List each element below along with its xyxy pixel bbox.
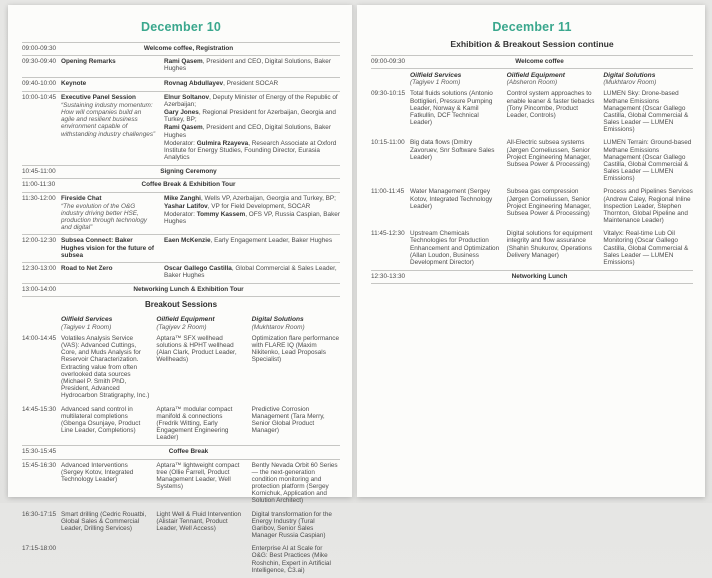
breakout-row — [371, 88, 693, 137]
session-topic-title: Opening Remarks — [61, 58, 116, 66]
speaker-name: Rami Qasem — [164, 124, 203, 132]
session-topic — [61, 58, 156, 65]
schedule-band-row — [371, 55, 693, 69]
breakout-row — [22, 509, 340, 544]
speaker-entry — [164, 94, 340, 108]
breakout-cell: Light Well & Fluid Intervention (Alistair Tennant, Product Leader, Well Access) — [156, 510, 242, 532]
page-content — [357, 5, 705, 284]
speaker-entry — [164, 237, 340, 244]
session-topic-title: Executive Panel Session — [61, 93, 136, 101]
speaker-entry — [164, 195, 340, 202]
session-topic — [61, 80, 156, 87]
band-label: Coffee Break & Exhibition Tour — [141, 181, 236, 189]
schedule-band-row — [371, 270, 693, 284]
session-topic-quote: “Sustaining industry momentum: How will companies build an agile and resilient business environment capable of withstanding industry challenges” — [61, 101, 156, 138]
breakout-row — [22, 404, 340, 446]
session-row — [22, 234, 340, 262]
speaker-name: Gulmira Rzayeva — [196, 139, 249, 147]
column-header-row — [22, 313, 340, 333]
speaker-entry — [164, 211, 340, 225]
session-speakers — [164, 195, 340, 227]
breakout-row — [22, 460, 340, 509]
session-topic-title: Road to Net Zero — [61, 264, 113, 272]
breakout-cell: Advanced Interventions (Sergey Kotov, Integrated Technology Leader) — [61, 461, 134, 483]
session-topic — [61, 195, 156, 232]
time-label: 15:30-15:45 — [22, 448, 57, 456]
time-label: 17:15-18:00 — [22, 545, 57, 553]
speaker-name: Yashar Latifov — [164, 202, 208, 210]
breakout-cell: Digital solutions for equipment integrity and flow assurance (Shahin Shukurov, Operations Delivery Manager) — [506, 230, 593, 259]
breakout-row — [22, 543, 340, 578]
page-title: December 10 — [140, 20, 222, 34]
breakout-row — [371, 228, 693, 270]
speaker-name: Oscar Gallego Castilla — [164, 264, 232, 272]
breakout-cell: Bently Nevada Orbit 60 Series — the next-generation condition monitoring and protection platform (Sergey Kornichuk, Application and Solution Architect) — [251, 461, 338, 505]
breakout-cell: Digital transformation for the Energy Industry (Tural Garibov, Senior Sales Manager Russia Caspian) — [251, 510, 332, 540]
speaker-name: Rovnag Abdullayev — [164, 79, 224, 87]
session-speakers — [164, 58, 340, 73]
speaker-role: , Global Commercial & Sales Leader, Baker Hughes — [164, 264, 337, 280]
speaker-role: , Regional President for Azerbaijan, Georgia and Turkey, BP; — [164, 109, 336, 124]
speaker-entry — [164, 265, 340, 279]
speaker-role: , Research Associate at Oxford Institute for Energy Studies, Founding Director, Eurasia Analytics — [164, 139, 337, 162]
speaker-role: , OFS VP, Russia Caspian, Baker Hughes — [164, 210, 340, 226]
breakout-cell: Optimization flare performance with FLARE IQ (Maxim Nikitenko, Lead Proposals Specialist) — [251, 334, 340, 364]
time-label: 09:00-09:30 — [22, 45, 57, 52]
time-label: 12:00-12:30 — [22, 237, 57, 245]
session-topic-title: Keynote — [61, 79, 87, 87]
speaker-role: , President SOCAR — [223, 79, 279, 87]
speaker-name: Eaen McKenzie — [164, 237, 211, 245]
breakout-cell: Aptara™ lightweight compact tree (Ollie Farrell, Product Management Leader, Well Systems) — [156, 461, 240, 491]
breakout-cell: Predictive Corrosion Management (Tara Merry, Senior Global Product Manager) — [251, 405, 325, 435]
session-speakers — [164, 80, 340, 88]
breakout-cell: Aptara™ SFX wellhead solutions & HPHT wellhead (Alan Clark, Product Leader, Wellheads) — [156, 334, 237, 364]
session-row — [22, 56, 340, 76]
breakout-cell: Volatiles Analysis Service (VAS): Advanced Cuttings, Core, and Muds Analysis for Reservoir Characterization. Extracting value from often overlooked data sources (Michael P. Smith PhD, President, Advanced Hydrocarbon Stratigraphy, Inc.) — [61, 334, 150, 400]
breakout-cell: Big data flows (Dmitry Zavoruev, Snr Software Sales Leader) — [410, 139, 495, 161]
breakout-row — [371, 137, 693, 186]
breakout-row — [22, 333, 340, 404]
session-speakers — [164, 265, 340, 280]
agenda-page-december-10 — [8, 5, 352, 574]
speaker-name: Gary Jones — [164, 109, 199, 117]
breakout-cell: Advanced sand control in multilateral completions (Gbenga Osunjaye, Product Line Leader, Completions) — [61, 405, 141, 435]
column-name: Oilfield Equipment — [506, 71, 565, 79]
column-name: Oilfield Services — [61, 316, 113, 324]
column-room: (Mukhtarov Room) — [603, 79, 657, 87]
schedule-band-row — [22, 445, 340, 459]
time-label: 15:45-16:30 — [22, 461, 57, 469]
time-label: 11:00-11:30 — [22, 181, 56, 189]
breakout-cell: Control system approaches to enable leaner & faster tiebacks (Tony Pincombe, Product Leader, Controls) — [506, 90, 595, 119]
breakout-cell: Upstream Chemicals Technologies for Production Enhancement and Optimization (Allan Loudon, Business Development Director) — [410, 230, 500, 266]
band-label: Welcome coffee, Registration — [143, 45, 234, 52]
speaker-role: , VP for Field Development, SOCAR — [207, 202, 311, 210]
column-header — [156, 316, 244, 331]
column-name: Digital Solutions — [603, 71, 656, 79]
breakout-cell: LUMEN Terrain: Ground-based Methane Emissions Management (Oscar Gallego Castilla, Global Commercial & Sales Leader — LUMEN Emissions) — [603, 139, 692, 183]
session-topic — [61, 94, 156, 138]
speaker-name: Tommy Kassem — [196, 210, 246, 218]
speaker-entry — [164, 203, 340, 210]
column-room: (Tagiyev 1 Room) — [61, 323, 112, 331]
schedule-band-row — [22, 165, 340, 179]
time-label: 12:30-13:30 — [371, 273, 406, 281]
band-label: Welcome coffee — [515, 57, 564, 65]
speaker-role: , Deputy Minister of Energy of the Republic of Azerbaijan; — [164, 93, 338, 108]
speaker-role: , Early Engagement Leader, Baker Hughes — [210, 237, 333, 245]
speaker-entry — [164, 124, 340, 138]
schedule-table — [371, 55, 693, 285]
schedule-band-row — [22, 42, 340, 56]
time-label: 14:00-14:45 — [22, 334, 57, 342]
breakout-cell: Smart drilling (Cedric Rouatbi, Global Sales & Commercial Leader, Drilling Services) — [61, 510, 147, 532]
time-label: 10:15-11:00 — [371, 139, 405, 147]
speaker-name: Rami Qasem — [164, 58, 203, 66]
column-room: (Tagiyev 2 Room) — [156, 323, 207, 331]
time-label: 10:00-10:45 — [22, 93, 57, 101]
column-name: Digital Solutions — [251, 316, 304, 324]
breakout-cell: Vitalyx: Real-time Lub Oil Monitoring (Oscar Gallego Castilla, Global Commercial & Sales Leader — LUMEN Emissions) — [603, 230, 689, 266]
breakout-cell: Total fluids solutions (Antonio Bottiglieri, Pressure Pumping Leader, Norway & Kamil Fatkullin, DCF Technical Leader) — [410, 90, 493, 127]
speaker-role: , President and CEO, Digital Solutions, Baker Hughes — [164, 124, 331, 139]
speaker-prefix: Moderator: — [164, 210, 197, 218]
session-topic — [61, 237, 156, 259]
breakout-cell: Process and Pipelines Services (Andrew Caley, Regional Inline Inspection Leader, Stephen Thornton, Global Pipeline and Maintenance Leader) — [603, 188, 693, 225]
page-title: December 11 — [492, 20, 572, 34]
speaker-name: Elnur Soltanov — [164, 93, 210, 101]
schedule-band-row — [22, 283, 340, 297]
speaker-entry — [164, 80, 340, 87]
session-row — [22, 193, 340, 235]
time-label: 09:00-09:30 — [371, 57, 406, 65]
speaker-prefix: Moderator: — [164, 139, 197, 147]
section-heading-row — [22, 297, 340, 313]
page-content — [8, 5, 352, 578]
session-row — [22, 77, 340, 91]
time-label: 11:00-11:45 — [371, 188, 405, 196]
breakout-cell: Water Management (Sergey Kotov, Integrated Technology Leader) — [410, 188, 493, 210]
speaker-name: Mike Zanghi — [164, 194, 201, 202]
speaker-role: , Wells VP, Azerbaijan, Georgia and Turkey, BP; — [200, 194, 336, 202]
column-room: (Absheron Room) — [506, 79, 558, 87]
time-label: 14:45-15:30 — [22, 405, 57, 413]
speaker-entry — [164, 109, 340, 123]
speaker-entry — [164, 58, 340, 72]
time-label: 09:40-10:00 — [22, 79, 57, 87]
schedule-band-row — [22, 179, 340, 192]
time-label: 09:30-09:40 — [22, 58, 57, 66]
speaker-role: , President and CEO, Digital Solutions, Baker Hughes — [164, 58, 331, 73]
session-row — [22, 91, 340, 166]
column-room: (Mukhtarov Room) — [251, 323, 305, 331]
breakout-cell: Aptara™ modular compact manifold & connections (Fredrik Witting, Early Engagement Engineering Leader) — [156, 405, 233, 442]
speaker-entry — [164, 140, 340, 162]
session-speakers — [164, 94, 340, 163]
session-row — [22, 262, 340, 283]
column-name: Oilfield Equipment — [156, 316, 215, 324]
session-speakers — [164, 237, 340, 245]
column-header — [61, 316, 149, 331]
breakout-cell: LUMEN Sky: Drone-based Methane Emissions Management (Oscar Gallego Castilla, Global Commercial & Sales Leader — LUMEN Emissions) — [603, 90, 689, 134]
column-header — [507, 72, 597, 87]
heading-label: Breakout Sessions — [144, 300, 218, 310]
time-label: 16:30-17:15 — [22, 510, 57, 518]
band-label: Networking Lunch & Exhibition Tour — [133, 286, 244, 294]
schedule-table — [22, 42, 340, 578]
time-label: 12:30-13:00 — [22, 264, 57, 272]
agenda-page-december-11 — [357, 5, 705, 497]
column-header — [252, 316, 340, 331]
time-label: 13:00-14:00 — [22, 286, 57, 294]
time-label: 10:45-11:00 — [22, 168, 56, 176]
column-room: (Tagiyev 1 Room) — [410, 79, 461, 87]
session-topic-title: Subsea Connect: Baker Hughes vision for the future of subsea — [61, 237, 155, 259]
column-header — [410, 72, 500, 87]
breakout-row — [371, 186, 693, 228]
band-label: Coffee Break — [168, 448, 209, 456]
time-label: 09:30-10:15 — [371, 90, 406, 98]
band-label: Signing Ceremony — [160, 168, 217, 176]
session-topic-title: Fireside Chat — [61, 194, 102, 202]
breakout-cell: Subsea gas compression (Jørgen Corneliussen, Senior Project Engineering Manager, Subsea Power & Processing) — [506, 188, 591, 217]
session-topic — [61, 265, 156, 272]
time-label: 11:45-12:30 — [371, 230, 405, 238]
column-header — [603, 72, 693, 87]
band-label: Networking Lunch — [511, 273, 568, 281]
column-name: Oilfield Services — [410, 71, 462, 79]
breakout-cell: Enterprise AI at Scale for O&G: Best Practices (Mike Roshchin, Expert in Artificial Intelligence, C3.ai) — [251, 545, 331, 574]
time-label: 11:30-12:00 — [22, 194, 56, 202]
session-topic-quote: “The evolution of the O&G industry driving better HSE, production through technology and digital” — [61, 202, 147, 232]
page-subtitle: Exhibition & Breakout Session continue — [450, 39, 614, 49]
breakout-cell: All-Electric subsea systems (Jørgen Corneliussen, Senior Project Engineering Manager, Subsea Power & Processing) — [506, 139, 591, 168]
column-header-row — [371, 69, 693, 89]
